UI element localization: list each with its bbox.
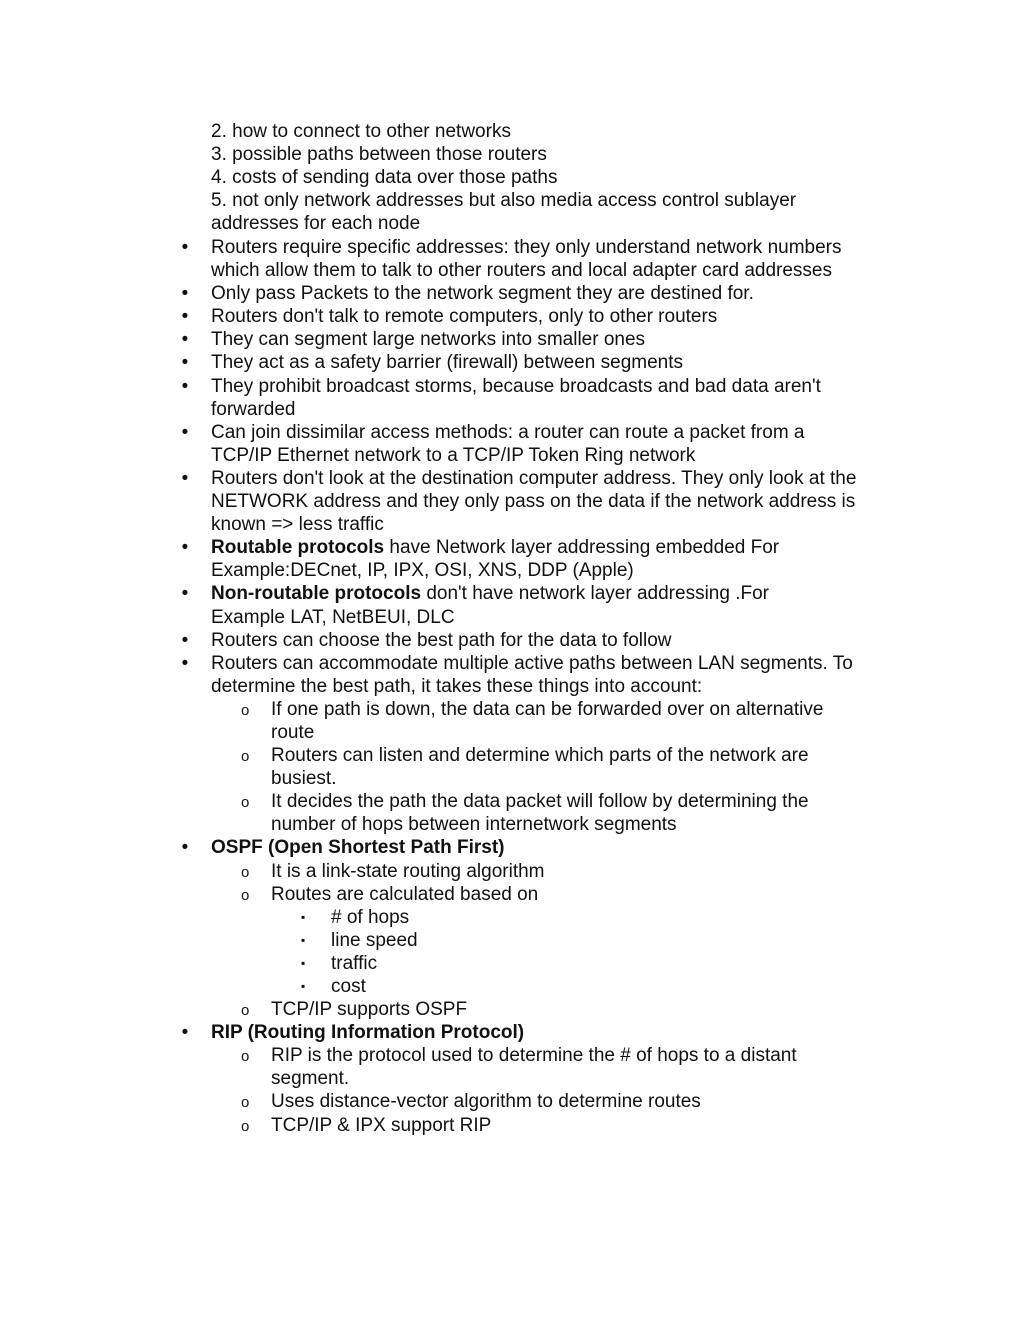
- circle-bullet-glyph: o: [241, 1048, 250, 1066]
- bullet-glyph: •: [181, 375, 189, 397]
- router-facts-list: [0, 236, 900, 1137]
- list-item: [0, 421, 900, 467]
- circle-bullet-glyph: o: [241, 748, 250, 766]
- numbered-item: addresses for each node: [211, 213, 421, 235]
- rip-heading: RIP (Routing Information Protocol): [211, 1022, 525, 1044]
- list-item: [0, 836, 900, 1021]
- sub-list-item: [211, 744, 900, 790]
- list-item: [0, 582, 900, 628]
- sub-list-item: [211, 698, 900, 744]
- bullet-glyph: •: [181, 629, 189, 651]
- list-item-text: Can join dissimilar access methods: a router can route a packet from a TCP/IP Ethernet network to a TCP/IP Token Ring network: [211, 421, 805, 466]
- square-bullet-glyph: ▪: [301, 909, 306, 924]
- list-item: [0, 652, 900, 837]
- numbered-list-continuation: [211, 120, 891, 235]
- list-item: [0, 282, 900, 305]
- sub-list-item: [211, 883, 900, 998]
- sub-list: [211, 1044, 900, 1136]
- sub-list-item-text: It is a link-state routing algorithm: [271, 860, 545, 882]
- ospf-heading: OSPF (Open Shortest Path First): [211, 837, 505, 859]
- list-item: [0, 629, 900, 652]
- circle-bullet-glyph: o: [241, 863, 250, 881]
- sub-sub-list-item: [271, 906, 900, 929]
- sub-list-item-text: RIP is the protocol used to determine the # of hops to a distant segment.: [271, 1045, 797, 1090]
- list-item: [0, 467, 900, 536]
- term-non-routable-protocols: Non-routable protocols: [211, 583, 422, 605]
- bullet-glyph: •: [181, 1022, 189, 1044]
- circle-bullet-glyph: o: [241, 794, 250, 812]
- bullet-glyph: •: [181, 329, 189, 351]
- list-item-text: Routers don't look at the destination computer address. They only look at the NETWORK address and they only pass on the data if the network address is known => less traffic: [211, 467, 857, 536]
- sub-list-item: [211, 998, 900, 1021]
- term-description: don't have network layer addressing .For Example LAT, NetBEUI, DLC: [211, 583, 769, 628]
- sub-sub-list-item-text: line speed: [331, 929, 418, 951]
- circle-bullet-glyph: o: [241, 1094, 250, 1112]
- bullet-glyph: •: [181, 237, 189, 258]
- term-description: have Network layer addressing embedded For Example:DECnet, IP, IPX, OSI, XNS, DDP (Apple): [211, 537, 780, 582]
- list-item-text: Only pass Packets to the network segment they are destined for.: [211, 283, 754, 305]
- list-item-text: [211, 582, 811, 628]
- bullet-glyph: •: [181, 306, 189, 328]
- list-item-text: Routers can accommodate multiple active paths between LAN segments. To determine the best path, it takes these things into account:: [211, 652, 853, 697]
- numbered-item: 4. costs of sending data over those paths: [211, 167, 558, 189]
- list-item-text: They act as a safety barrier (firewall) between segments: [211, 352, 684, 374]
- list-item-text: [211, 536, 821, 582]
- circle-bullet-glyph: o: [241, 1117, 250, 1135]
- numbered-item: 5. not only network addresses but also media access control sublayer: [211, 190, 797, 212]
- sub-list-item: [211, 790, 900, 836]
- sub-list-item-text: Uses distance-vector algorithm to determine routes: [271, 1091, 701, 1113]
- sub-sub-list-item: [271, 929, 900, 952]
- sub-list-item-text: TCP/IP supports OSPF: [271, 999, 468, 1021]
- square-bullet-glyph: ▪: [301, 932, 306, 947]
- sub-sub-list-item-text: traffic: [331, 952, 378, 974]
- square-bullet-glyph: ▪: [301, 979, 306, 993]
- sub-list-item: [211, 860, 900, 883]
- circle-bullet-glyph: o: [241, 1002, 250, 1020]
- sub-sub-list-item: [271, 975, 900, 998]
- list-item: [0, 375, 900, 421]
- list-item: [0, 536, 900, 582]
- bullet-glyph: •: [181, 352, 189, 374]
- bullet-glyph: •: [181, 467, 189, 489]
- sub-sub-list-item-text: cost: [331, 976, 366, 997]
- sub-sub-list-item: [271, 952, 900, 975]
- sub-list: [211, 860, 900, 1022]
- sub-list-item: [211, 1114, 900, 1137]
- sub-list-item-text: TCP/IP & IPX support RIP: [271, 1114, 492, 1136]
- sub-sub-list: [271, 906, 900, 998]
- list-item-text: They prohibit broadcast storms, because broadcasts and bad data aren't forwarded: [211, 375, 821, 420]
- sub-sub-list-item-text: # of hops: [331, 906, 410, 928]
- circle-bullet-glyph: o: [241, 701, 250, 719]
- sub-list: [211, 698, 900, 837]
- list-item: [0, 351, 900, 374]
- numbered-item: 3. possible paths between those routers: [211, 144, 547, 166]
- list-item: [0, 1021, 900, 1136]
- numbered-item: 2. how to connect to other networks: [211, 121, 511, 142]
- term-routable-protocols: Routable protocols: [211, 537, 385, 559]
- bullet-glyph: •: [181, 837, 189, 859]
- list-item: [0, 305, 900, 328]
- sub-list-item-text: Routes are calculated based on: [271, 883, 539, 905]
- list-item-text: Routers require specific addresses: they only understand network numbers which allow them to talk to other routers and local adapter card addresses: [211, 237, 842, 282]
- bullet-glyph: •: [181, 652, 189, 674]
- list-item-text: Routers don't talk to remote computers, only to other routers: [211, 306, 718, 328]
- bullet-glyph: •: [181, 421, 189, 443]
- sub-list-item: [211, 1044, 900, 1090]
- square-bullet-glyph: ▪: [301, 955, 306, 970]
- sub-list-item-text: It decides the path the data packet will follow by determining the number of hops between internetwork segments: [271, 791, 809, 836]
- list-item-text: Routers can choose the best path for the data to follow: [211, 629, 672, 651]
- sub-list-item-text: Routers can listen and determine which parts of the network are busiest.: [271, 745, 809, 790]
- bullet-glyph: •: [181, 537, 189, 559]
- sub-list-item-text: If one path is down, the data can be forwarded over on alternative route: [271, 698, 824, 743]
- list-item: [0, 328, 900, 351]
- bullet-glyph: •: [181, 583, 189, 605]
- sub-list-item: [211, 1090, 900, 1113]
- circle-bullet-glyph: o: [241, 886, 250, 904]
- bullet-glyph: •: [181, 283, 189, 305]
- list-item-text: They can segment large networks into smaller ones: [211, 329, 646, 351]
- list-item: [0, 236, 900, 282]
